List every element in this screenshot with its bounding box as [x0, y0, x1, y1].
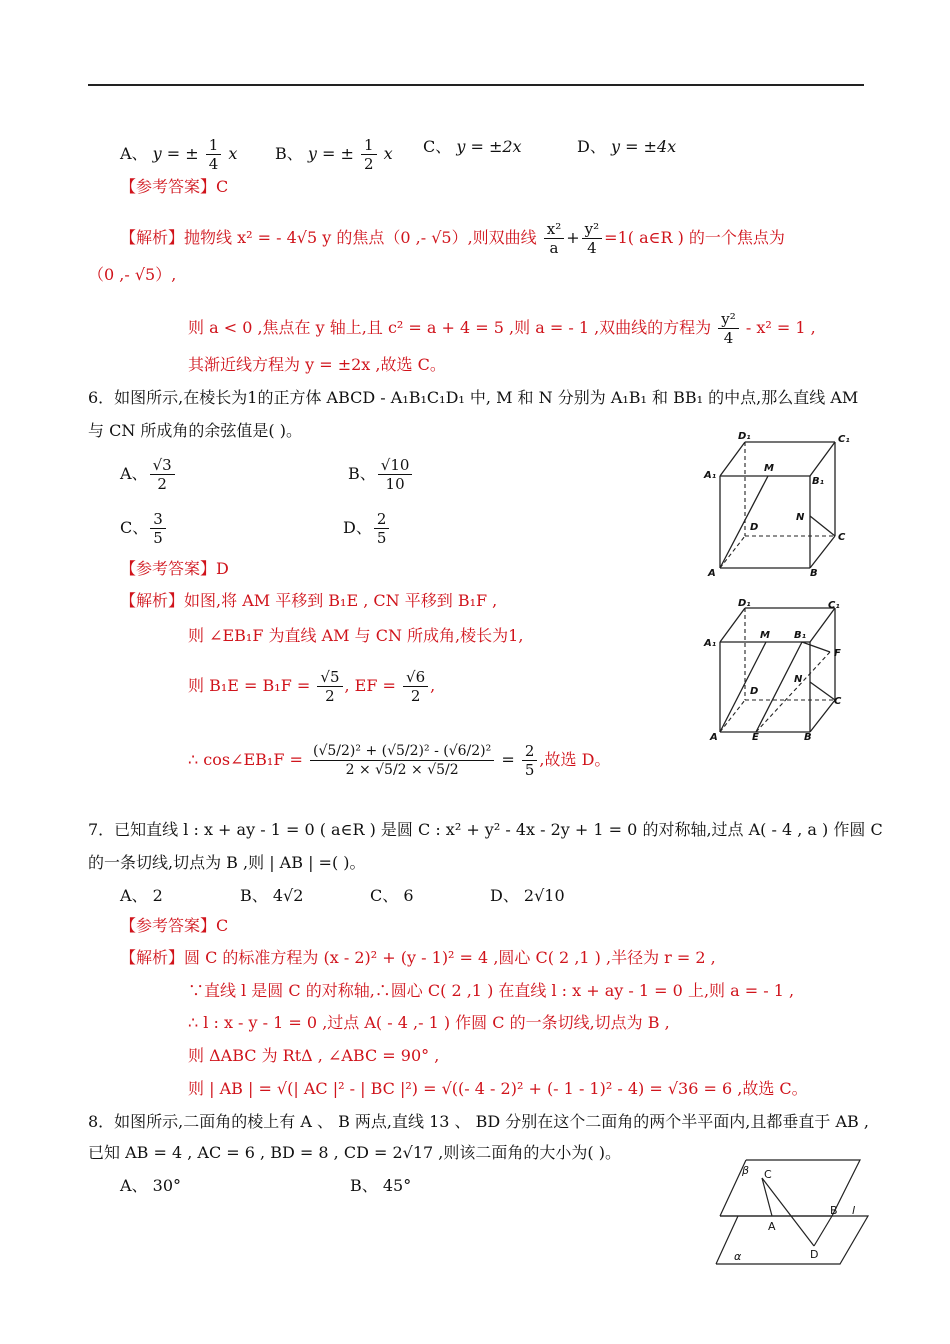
header-rule — [88, 84, 864, 86]
fig1-label: B₁ — [812, 476, 825, 487]
q6-option-b[interactable]: B、 $\frac{√10}{10}$ — [348, 456, 414, 493]
fig2-label: B₁ — [794, 630, 807, 641]
q5-option-a[interactable]: A、 y = ± $\frac{1}{4}$ x — [120, 136, 238, 173]
fig1-label: N — [796, 512, 805, 523]
q6-analysis-line3: 则 B₁E = B₁F = $\frac{√5}{2}$ , EF = $\frac{√6}{2}$ , — [188, 668, 436, 705]
q7-option-a[interactable]: A、 2 — [120, 886, 163, 905]
q7-option-b[interactable]: B、 4√2 — [240, 886, 304, 905]
q5-option-c[interactable]: C、 y = ±2x — [423, 137, 522, 156]
q7-analysis-line4: 则 ΔABC 为 RtΔ , ∠ABC = 90° , — [188, 1046, 440, 1065]
fig3-label: β — [742, 1164, 750, 1177]
q5-analysis-line1: 【解析】抛物线 x² = - 4√5 y 的焦点（0 ,- √5）,则双曲线 $\frac{\text{x²}}{a}$ + $\frac{\text{y²}}{4}$ =1( a∈R ) 的一个焦点为 — [120, 220, 785, 257]
q8-stem-line2: 已知 AB = 4 , AC = 6 , BD = 8 , CD = 2√17 ,则该二面角的大小为( )。 — [88, 1143, 621, 1162]
q6-answer: 【参考答案】D — [120, 559, 229, 578]
q7-analysis-line5: 则 | AB | = √(| AC |² - | BC |²) = √((- 4 - 2)² + (- 1 - 1)² - 4) = √36 = 6 ,故选 C。 — [188, 1079, 808, 1098]
q8-option-a[interactable]: A、 30° — [120, 1176, 182, 1195]
fig1-label: M — [764, 463, 774, 474]
fig3-label: l — [852, 1204, 856, 1217]
q8-stem-line1: 8．如图所示,二面角的棱上有 A 、 B 两点,直线 13 、 BD 分别在这个二面角的两个半平面内,且都垂直于 AB , — [88, 1112, 869, 1131]
q7-analysis-line2: ∵直线 l 是圆 C 的对称轴,∴圆心 C( 2 ,1 ) 在直线 l : x + ay - 1 = 0 上,则 a = - 1 , — [188, 981, 795, 1000]
q5-option-b[interactable]: B、 y = ± $\frac{1}{2}$ x — [275, 136, 393, 173]
fig2-label: C — [834, 696, 842, 707]
q7-stem-line1: 7．已知直线 l : x + ay - 1 = 0 ( a∈R ) 是圆 C : x² + y² - 4x - 2y + 1 = 0 的对称轴,过点 A( - 4 , a ) 作圆 C — [88, 820, 883, 839]
fig1-label: D₁ — [738, 431, 751, 442]
fig3-label: C — [764, 1168, 772, 1181]
q7-analysis-line3: ∴ l : x - y - 1 = 0 ,过点 A( - 4 ,- 1 ) 作圆 C 的一条切线,切点为 B , — [188, 1013, 670, 1032]
q5-answer: 【参考答案】C — [120, 177, 229, 196]
q6-option-d[interactable]: D、 $\frac{2}{5}$ — [343, 510, 391, 547]
fig1-label: C — [838, 532, 846, 543]
cube-figure-1 — [700, 428, 860, 578]
q6-option-c[interactable]: C、 $\frac{3}{5}$ — [120, 510, 168, 547]
q6-analysis-line4: ∴ cos∠EB₁F = $\frac{\text{(√5/2)² + (√5/2)² - (√6/2)²}}{2 \times √5/2 \times √5/2}$ = $\frac{2}{5}$ ,故选 D。 — [188, 742, 611, 779]
fig3-label: α — [734, 1250, 742, 1263]
q6-analysis-line2: 则 ∠EB₁F 为直线 AM 与 CN 所成角,棱长为1, — [188, 626, 524, 645]
cube-figure-2 — [700, 596, 860, 742]
fig1-label: A₁ — [704, 470, 717, 481]
q6-option-a[interactable]: A、 $\frac{√3}{2}$ — [120, 456, 177, 493]
fig2-label: A — [710, 732, 718, 742]
q7-option-d[interactable]: D、 2√10 — [490, 886, 565, 905]
q8-option-b[interactable]: B、 45° — [350, 1176, 412, 1195]
fig2-label: A₁ — [704, 638, 717, 649]
q6-stem-line2: 与 CN 所成角的余弦值是( )。 — [88, 421, 302, 440]
fig2-label: B — [804, 732, 812, 742]
fig3-label: B — [830, 1204, 838, 1217]
q7-answer: 【参考答案】C — [120, 916, 229, 935]
fig2-label: E — [752, 732, 759, 742]
fig2-label: F — [834, 648, 841, 659]
q5-option-d[interactable]: D、 y = ±4x — [577, 137, 677, 156]
fig2-label: C₁ — [828, 600, 840, 611]
fig3-label: A — [768, 1220, 776, 1233]
fig1-label: C₁ — [838, 434, 850, 445]
fig2-label: D₁ — [738, 598, 751, 609]
q7-analysis-line1: 【解析】圆 C 的标准方程为 (x - 2)² + (y - 1)² = 4 ,圆心 C( 2 ,1 ) ,半径为 r = 2 , — [120, 948, 716, 967]
fig2-label: N — [794, 674, 803, 685]
fig1-label: D — [750, 522, 759, 533]
fig2-label: D — [750, 686, 759, 697]
q7-option-c[interactable]: C、 6 — [370, 886, 414, 905]
q5-analysis-line3: 则 a < 0 ,焦点在 y 轴上,且 c² = a + 4 = 5 ,则 a = - 1 ,双曲线的方程为 $\frac{\text{y²}}{4}$ - x² = 1 , — [188, 310, 816, 347]
q6-stem-line1: 6．如图所示,在棱长为1的正方体 ABCD - A₁B₁C₁D₁ 中, M 和 N 分别为 A₁B₁ 和 BB₁ 的中点,那么直线 AM — [88, 388, 859, 407]
q5-analysis-line4: 其渐近线方程为 y = ±2x ,故选 C。 — [188, 355, 446, 374]
fig3-label: D — [810, 1248, 819, 1261]
fig1-label: B — [810, 568, 818, 578]
q5-analysis-line2: （0 ,- √5）, — [88, 265, 177, 284]
q7-stem-line2: 的一条切线,切点为 B ,则 | AB | =( )。 — [88, 853, 366, 872]
q6-analysis-line1: 【解析】如图,将 AM 平移到 B₁E , CN 平移到 B₁F , — [120, 591, 498, 610]
fig1-label: A — [708, 568, 716, 578]
fig2-label: M — [760, 630, 770, 641]
dihedral-figure — [712, 1154, 872, 1272]
